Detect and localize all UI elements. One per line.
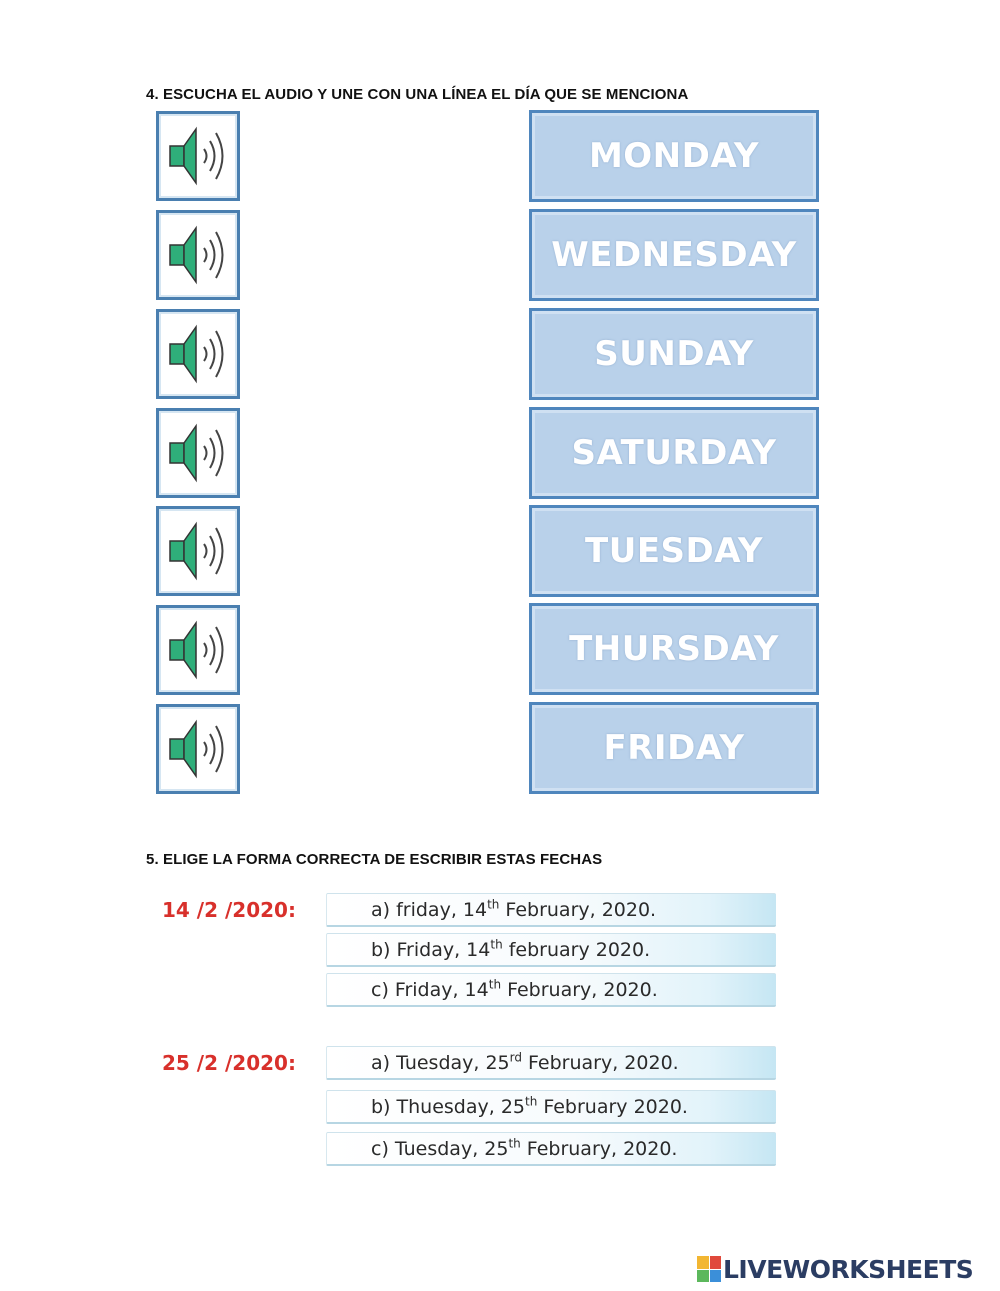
- option-text: c) Tuesday, 25: [371, 1138, 509, 1160]
- day-box-friday[interactable]: FRIDAY: [529, 702, 819, 794]
- option-text: february 2020.: [502, 939, 651, 961]
- option-text: a) friday, 14: [371, 899, 488, 921]
- option-2c[interactable]: [326, 1132, 776, 1166]
- speaker-icon: [162, 416, 234, 490]
- option-2b[interactable]: [326, 1090, 776, 1124]
- ordinal-suffix: th: [488, 977, 502, 992]
- speaker-icon: [162, 218, 234, 292]
- liveworksheets-logo-icon: [697, 1256, 721, 1282]
- exercise-4-title: 4. ESCUCHA EL AUDIO Y UNE CON UNA LÍNEA EL DÍA QUE SE MENCIONA: [146, 86, 689, 103]
- ordinal-suffix: rd: [509, 1050, 522, 1065]
- speaker-icon: [162, 712, 234, 786]
- audio-button-7[interactable]: [156, 704, 240, 794]
- day-box-wednesday[interactable]: WEDNESDAY: [529, 209, 819, 301]
- option-text: b) Friday, 14: [371, 939, 491, 961]
- audio-button-3[interactable]: [156, 309, 240, 399]
- logo-text: LIVEWORKSHEETS: [723, 1254, 974, 1284]
- day-box-thursday[interactable]: THURSDAY: [529, 603, 819, 695]
- option-1a[interactable]: [326, 893, 776, 927]
- speaker-icon: [162, 613, 234, 687]
- day-box-monday[interactable]: MONDAY: [529, 110, 819, 202]
- day-box-tuesday[interactable]: TUESDAY: [529, 505, 819, 597]
- option-text: February, 2020.: [520, 1138, 678, 1160]
- option-text: b) Thuesday, 25: [371, 1096, 525, 1118]
- speaker-icon: [162, 119, 234, 193]
- audio-button-2[interactable]: [156, 210, 240, 300]
- option-text: February, 2020.: [501, 979, 658, 1001]
- option-text: February, 2020.: [499, 899, 657, 921]
- option-text: February, 2020.: [522, 1052, 679, 1074]
- option-1b[interactable]: [326, 933, 776, 967]
- ordinal-suffix: th: [525, 1094, 538, 1109]
- day-box-saturday[interactable]: SATURDAY: [529, 407, 819, 499]
- audio-button-6[interactable]: [156, 605, 240, 695]
- audio-button-5[interactable]: [156, 506, 240, 596]
- date-label-1: 14 /2 /2020:: [162, 898, 296, 922]
- audio-button-1[interactable]: [156, 111, 240, 201]
- option-1c[interactable]: [326, 973, 776, 1007]
- option-text: February 2020.: [537, 1096, 688, 1118]
- option-text: a) Tuesday, 25: [371, 1052, 510, 1074]
- day-box-sunday[interactable]: SUNDAY: [529, 308, 819, 400]
- exercise-5-title: 5. ELIGE LA FORMA CORRECTA DE ESCRIBIR ESTAS FECHAS: [146, 851, 603, 868]
- ordinal-suffix: th: [487, 897, 500, 912]
- liveworksheets-logo[interactable]: [697, 1254, 973, 1284]
- ordinal-suffix: th: [490, 937, 503, 952]
- speaker-icon: [162, 514, 234, 588]
- speaker-icon: [162, 317, 234, 391]
- ordinal-suffix: th: [508, 1136, 521, 1151]
- date-label-2: 25 /2 /2020:: [162, 1051, 296, 1075]
- audio-button-4[interactable]: [156, 408, 240, 498]
- option-2a[interactable]: [326, 1046, 776, 1080]
- option-text: c) Friday, 14: [371, 979, 489, 1001]
